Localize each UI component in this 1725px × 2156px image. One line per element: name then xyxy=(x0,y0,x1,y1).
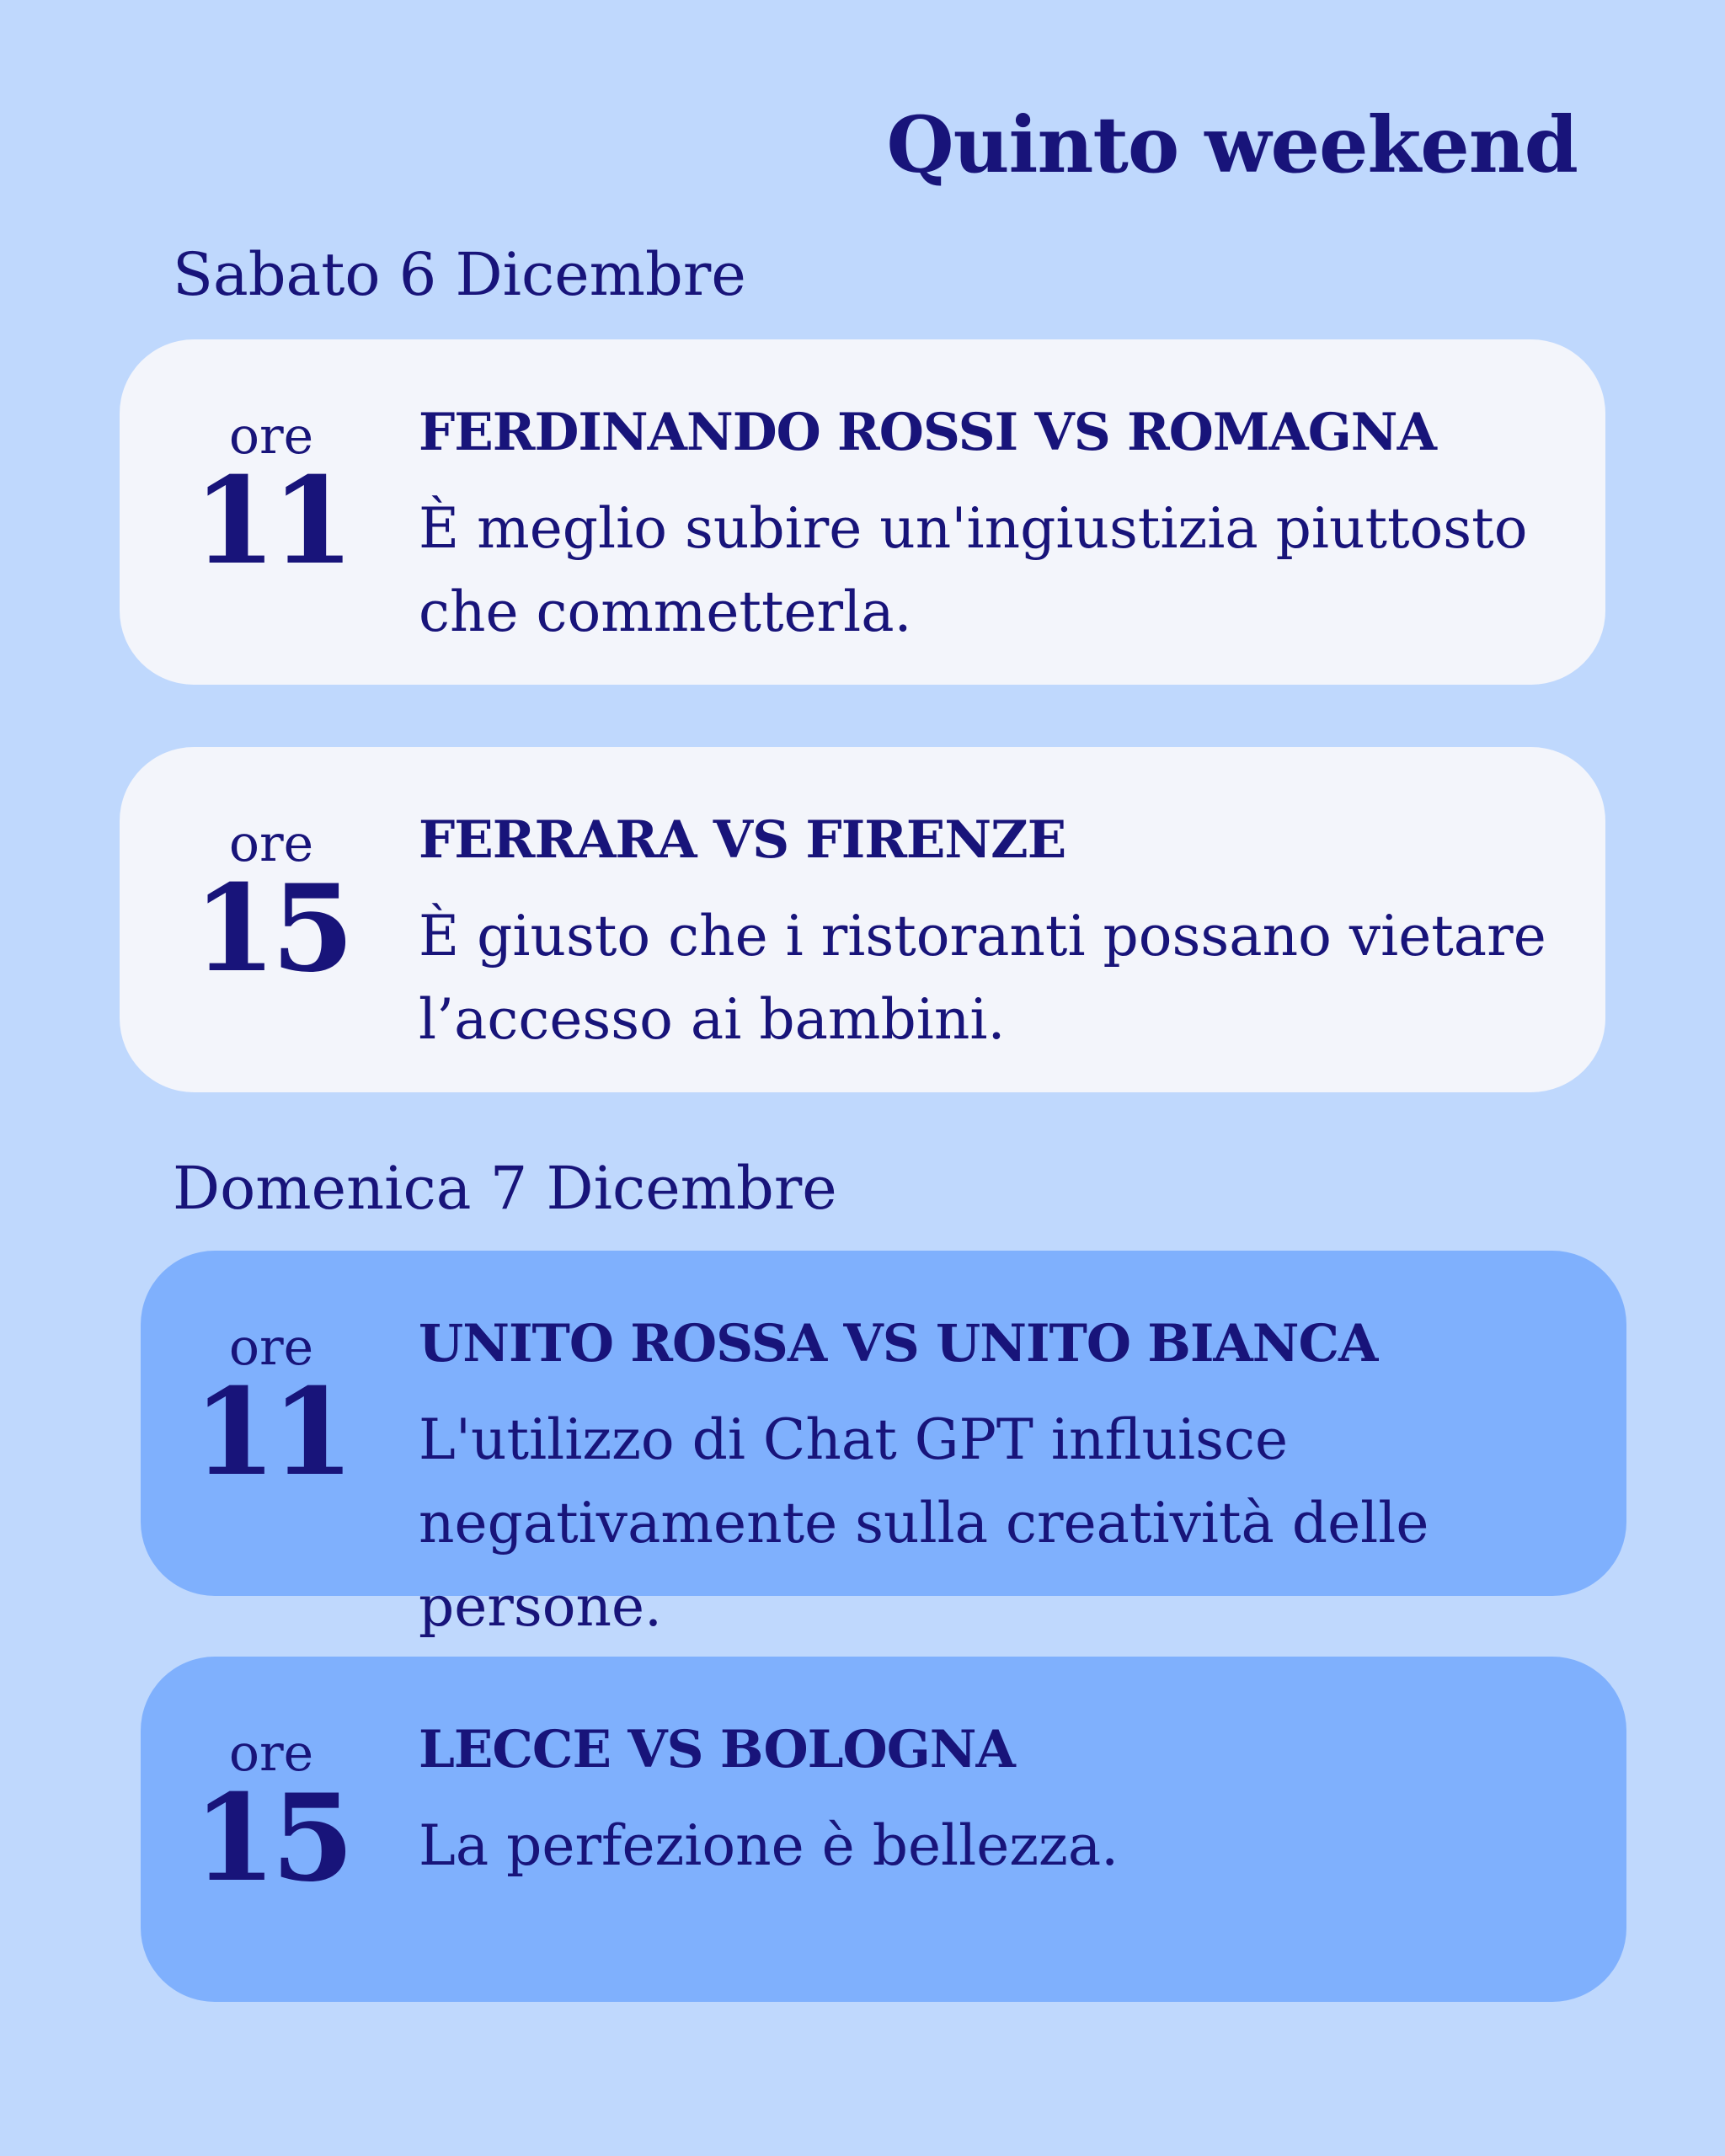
event-match: LECCE VS BOLOGNA xyxy=(419,1720,1015,1780)
event-card xyxy=(141,1657,1626,2002)
ore-label: ore xyxy=(228,407,314,466)
event-hour: 11 xyxy=(193,1363,350,1502)
event-card xyxy=(141,1251,1626,1639)
event-motion: L'utilizzo di Chat GPT influisce negativamente sulla creatività delle persone. xyxy=(419,1407,1429,1639)
event-card xyxy=(120,339,1605,685)
event-motion: La perfezione è bellezza. xyxy=(419,1813,1119,1878)
event-match: FERRARA VS FIRENZE xyxy=(419,810,1066,870)
ore-label: ore xyxy=(228,814,314,873)
event-match: UNITO ROSSA VS UNITO BIANCA xyxy=(419,1314,1378,1374)
day-heading-saturday: Sabato 6 Dicembre xyxy=(173,240,746,309)
ore-label: ore xyxy=(228,1318,314,1377)
page-title: Quinto weekend xyxy=(886,99,1578,190)
ore-label: ore xyxy=(228,1724,314,1783)
event-hour: 11 xyxy=(193,451,350,591)
event-card xyxy=(120,747,1605,1092)
event-match: FERDINANDO ROSSI VS ROMAGNA xyxy=(419,403,1436,462)
event-motion: È meglio subire un'ingiustizia piuttosto che commetterla. xyxy=(419,496,1528,644)
event-motion: È giusto che i ristoranti possano vietare l’accesso ai bambini. xyxy=(419,904,1546,1052)
event-hour: 15 xyxy=(193,1769,350,1908)
event-hour: 15 xyxy=(193,859,350,999)
day-heading-sunday: Domenica 7 Dicembre xyxy=(173,1154,837,1223)
